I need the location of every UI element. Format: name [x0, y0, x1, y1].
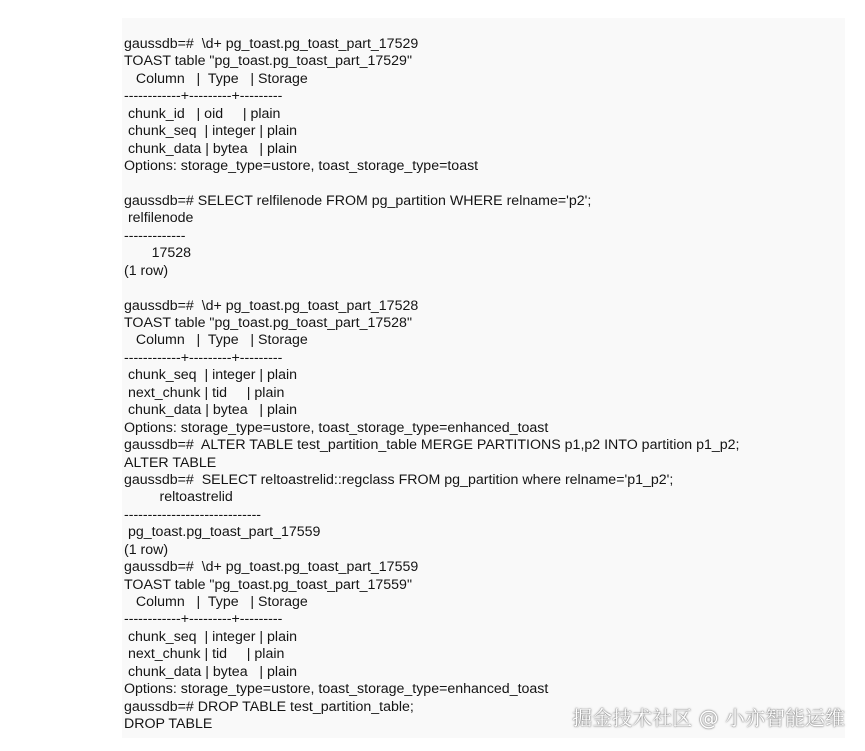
- output-line: Options: storage_type=ustore, toast_storage_type=toast: [124, 158, 479, 175]
- output-line: TOAST table "pg_toast.pg_toast_part_17529": [124, 53, 412, 70]
- output-line: TOAST table "pg_toast.pg_toast_part_17559": [124, 576, 412, 593]
- output-line: (1 row): [124, 262, 169, 279]
- output-line: -------------: [124, 227, 186, 244]
- output-line: chunk_seq | integer | plain: [124, 628, 298, 645]
- output-line: next_chunk | tid | plain: [124, 384, 285, 401]
- output-line: Column | Type | Storage: [124, 594, 308, 610]
- output-line: [124, 176, 740, 193]
- output-line: gaussdb=# SELECT reltoastrelid::regclass FROM pg_partition where relname='p1_p2';: [124, 471, 674, 488]
- output-line: Options: storage_type=ustore, toast_storage_type=enhanced_toast: [124, 681, 549, 698]
- output-line: ALTER TABLE: [124, 454, 217, 471]
- output-line: TOAST table "pg_toast.pg_toast_part_17528": [124, 315, 412, 331]
- output-line: Options: storage_type=ustore, toast_storage_type=enhanced_toast: [124, 419, 549, 436]
- output-line: gaussdb=# \d+ pg_toast.pg_toast_part_17559: [124, 559, 419, 576]
- output-line: Column | Type | Storage: [124, 70, 308, 87]
- output-line: [124, 280, 740, 297]
- output-line: chunk_seq | integer | plain: [124, 123, 298, 140]
- output-line: DROP TABLE: [124, 716, 213, 733]
- terminal-output-lines: [124, 36, 740, 734]
- output-line: ------------+---------+---------: [124, 349, 283, 366]
- output-line: chunk_data | bytea | plain: [124, 402, 298, 419]
- output-line: chunk_seq | integer | plain: [124, 367, 298, 384]
- output-line: gaussdb=# DROP TABLE test_partition_table;: [124, 698, 414, 715]
- output-line: reltoastrelid: [124, 489, 233, 506]
- output-line: gaussdb=# \d+ pg_toast.pg_toast_part_17529: [124, 36, 419, 52]
- output-line: gaussdb=# SELECT relfilenode FROM pg_partition WHERE relname='p2';: [124, 192, 592, 209]
- output-line: chunk_data | bytea | plain: [124, 140, 298, 157]
- output-line: 17528: [124, 245, 192, 262]
- output-line: gaussdb=# ALTER TABLE test_partition_table MERGE PARTITIONS p1,p2 INTO partition p1_p2;: [124, 437, 740, 454]
- output-line: (1 row): [124, 541, 169, 558]
- output-line: relfilenode: [124, 210, 194, 227]
- output-line: chunk_data | bytea | plain: [124, 663, 298, 680]
- output-line: Column | Type | Storage: [124, 332, 308, 349]
- output-line: ------------+---------+---------: [124, 611, 283, 628]
- output-line: next_chunk | tid | plain: [124, 646, 285, 663]
- output-line: pg_toast.pg_toast_part_17559: [124, 524, 321, 541]
- output-line: gaussdb=# \d+ pg_toast.pg_toast_part_17528: [124, 297, 419, 314]
- watermark: 掘金技术社区 @ 小亦智能运维: [572, 706, 845, 730]
- output-line: chunk_id | oid | plain: [124, 105, 281, 122]
- output-line: -----------------------------: [124, 506, 262, 523]
- code-output-panel: [122, 18, 845, 738]
- output-line: ------------+---------+---------: [124, 88, 283, 105]
